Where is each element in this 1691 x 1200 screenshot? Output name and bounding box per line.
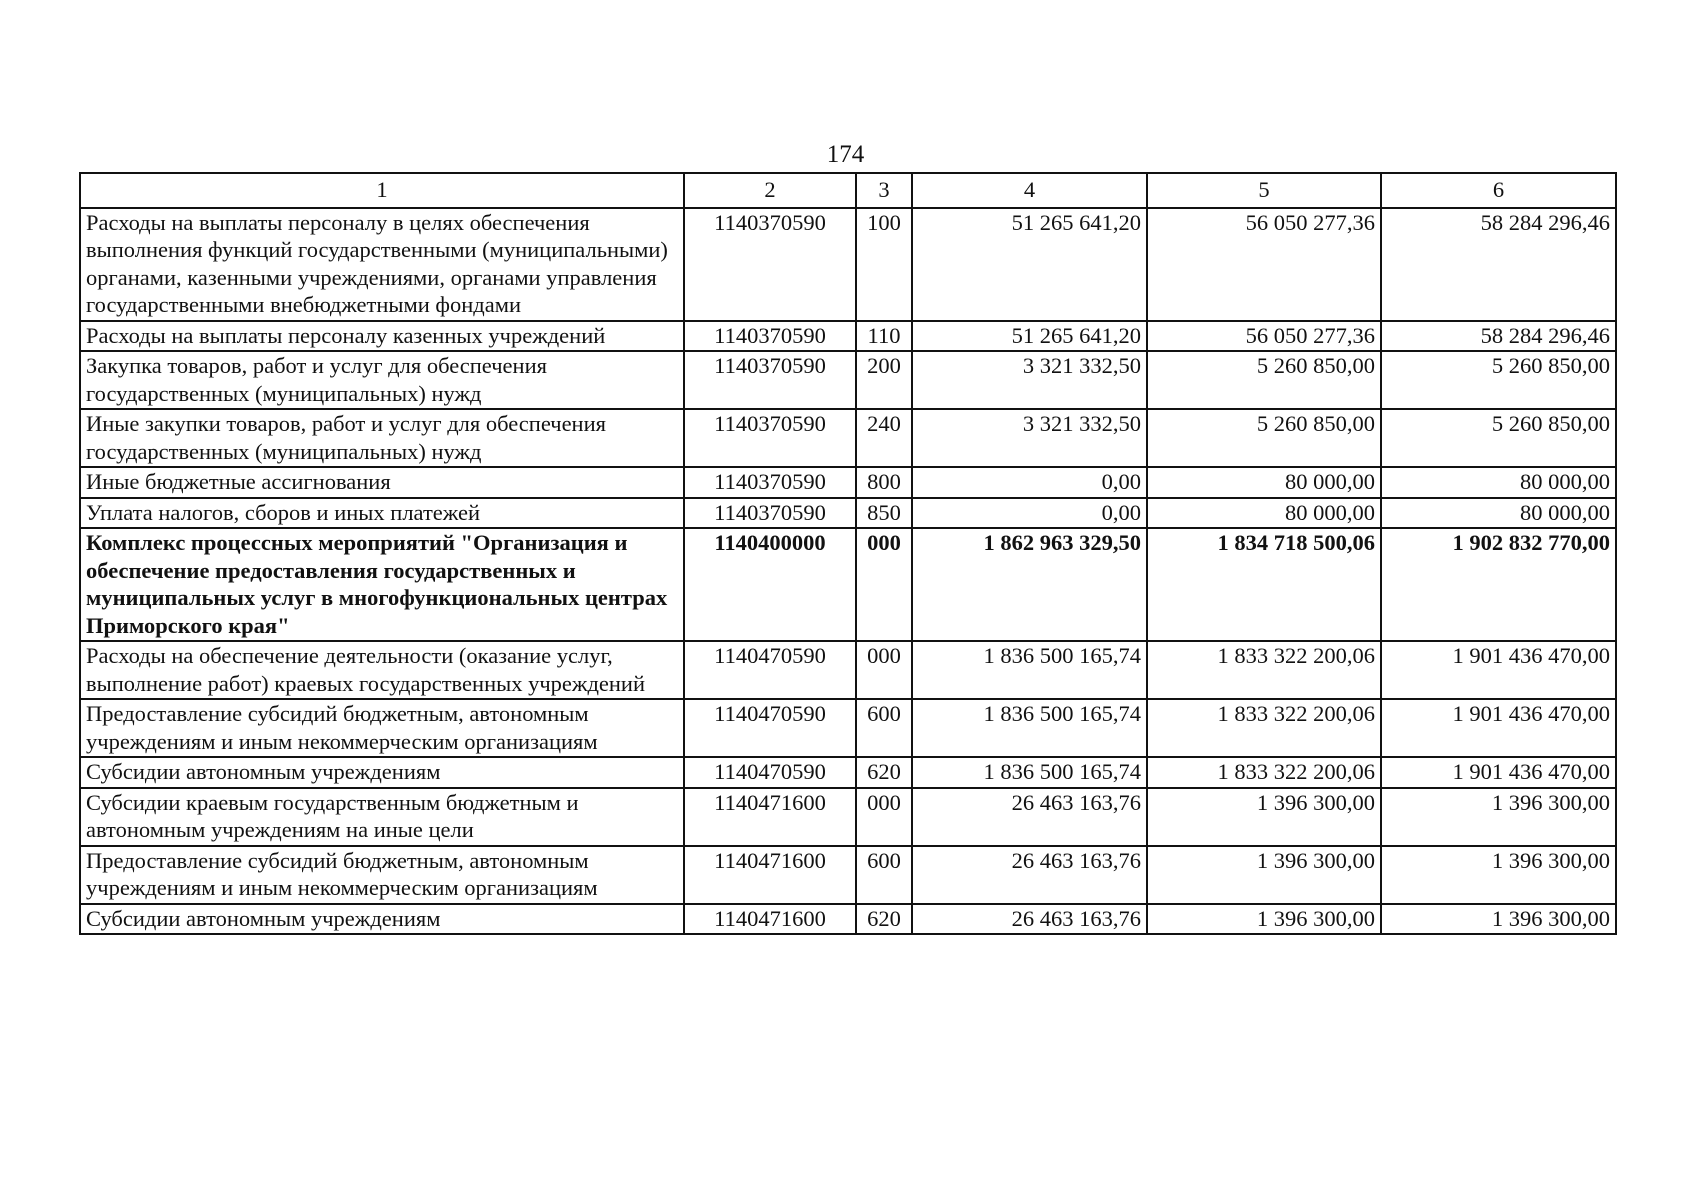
table-header-row (80, 173, 1616, 208)
row-value-col6-cell: 58 284 296,46 (1381, 321, 1616, 352)
row-name-cell: Расходы на выплаты персоналу казенных учреждений (80, 321, 684, 352)
row-vr-cell: 110 (856, 321, 912, 352)
row-value-col5-cell: 56 050 277,36 (1147, 321, 1381, 352)
table-row (80, 757, 1616, 788)
table-row (80, 208, 1616, 321)
budget-table (79, 172, 1617, 935)
table-row (80, 846, 1616, 904)
row-value-col5-cell: 5 260 850,00 (1147, 409, 1381, 467)
row-name-cell: Расходы на выплаты персоналу в целях обеспечения выполнения функций государственными (муниципальными) органами, казенными учреждениями, органами управления государственными внебюджетными фондами (80, 208, 684, 321)
row-vr-cell: 600 (856, 699, 912, 757)
row-value-col5-cell: 1 396 300,00 (1147, 846, 1381, 904)
row-value-col5-cell: 1 833 322 200,06 (1147, 641, 1381, 699)
row-value-col5-cell: 1 833 322 200,06 (1147, 699, 1381, 757)
row-value-col4-cell: 0,00 (912, 467, 1147, 498)
row-code-cell: 1140470590 (684, 757, 856, 788)
row-code-cell: 1140471600 (684, 846, 856, 904)
row-value-col5-cell: 1 834 718 500,06 (1147, 528, 1381, 641)
row-value-col6-cell: 80 000,00 (1381, 467, 1616, 498)
row-code-cell: 1140470590 (684, 699, 856, 757)
row-name-cell: Субсидии автономным учреждениям (80, 757, 684, 788)
row-name-cell: Уплата налогов, сборов и иных платежей (80, 498, 684, 529)
table-row (80, 699, 1616, 757)
row-vr-cell: 620 (856, 757, 912, 788)
row-vr-cell: 620 (856, 904, 912, 935)
row-name-cell: Субсидии автономным учреждениям (80, 904, 684, 935)
row-name-cell: Предоставление субсидий бюджетным, автономным учреждениям и иным некоммерческим организациям (80, 699, 684, 757)
row-value-col6-cell: 80 000,00 (1381, 498, 1616, 529)
row-vr-cell: 000 (856, 528, 912, 641)
table-row (80, 409, 1616, 467)
row-value-col6-cell: 1 396 300,00 (1381, 904, 1616, 935)
row-value-col5-cell: 1 396 300,00 (1147, 904, 1381, 935)
row-name-cell: Иные закупки товаров, работ и услуг для обеспечения государственных (муниципальных) нужд (80, 409, 684, 467)
row-code-cell: 1140471600 (684, 904, 856, 935)
table-row (80, 351, 1616, 409)
row-vr-cell: 600 (856, 846, 912, 904)
table-row (80, 321, 1616, 352)
row-vr-cell: 850 (856, 498, 912, 529)
row-value-col4-cell: 1 836 500 165,74 (912, 641, 1147, 699)
row-code-cell: 1140400000 (684, 528, 856, 641)
row-value-col6-cell: 1 901 436 470,00 (1381, 641, 1616, 699)
row-value-col4-cell: 1 836 500 165,74 (912, 757, 1147, 788)
row-name-cell: Закупка товаров, работ и услуг для обеспечения государственных (муниципальных) нужд (80, 351, 684, 409)
row-value-col5-cell: 1 833 322 200,06 (1147, 757, 1381, 788)
row-code-cell: 1140370590 (684, 498, 856, 529)
row-code-cell: 1140370590 (684, 409, 856, 467)
row-value-col4-cell: 0,00 (912, 498, 1147, 529)
column-header: 6 (1381, 173, 1616, 208)
table-row (80, 788, 1616, 846)
table-row (80, 467, 1616, 498)
row-vr-cell: 000 (856, 641, 912, 699)
row-value-col6-cell: 1 901 436 470,00 (1381, 757, 1616, 788)
row-value-col4-cell: 1 836 500 165,74 (912, 699, 1147, 757)
row-value-col5-cell: 80 000,00 (1147, 498, 1381, 529)
row-value-col4-cell: 3 321 332,50 (912, 351, 1147, 409)
row-code-cell: 1140370590 (684, 467, 856, 498)
row-vr-cell: 240 (856, 409, 912, 467)
row-value-col5-cell: 1 396 300,00 (1147, 788, 1381, 846)
column-header: 5 (1147, 173, 1381, 208)
row-value-col4-cell: 3 321 332,50 (912, 409, 1147, 467)
row-value-col4-cell: 26 463 163,76 (912, 846, 1147, 904)
row-value-col6-cell: 5 260 850,00 (1381, 409, 1616, 467)
row-code-cell: 1140370590 (684, 351, 856, 409)
row-vr-cell: 800 (856, 467, 912, 498)
row-name-cell: Предоставление субсидий бюджетным, автономным учреждениям и иным некоммерческим организациям (80, 846, 684, 904)
row-code-cell: 1140471600 (684, 788, 856, 846)
row-code-cell: 1140370590 (684, 208, 856, 321)
table-row (80, 641, 1616, 699)
column-header: 4 (912, 173, 1147, 208)
row-value-col6-cell: 1 901 436 470,00 (1381, 699, 1616, 757)
row-value-col6-cell: 1 396 300,00 (1381, 788, 1616, 846)
row-value-col4-cell: 1 862 963 329,50 (912, 528, 1147, 641)
row-value-col4-cell: 51 265 641,20 (912, 208, 1147, 321)
row-value-col6-cell: 1 396 300,00 (1381, 846, 1616, 904)
row-code-cell: 1140470590 (684, 641, 856, 699)
row-code-cell: 1140370590 (684, 321, 856, 352)
row-name-cell: Комплекс процессных мероприятий "Организация и обеспечение предоставления государственных и муниципальных услуг в многофункциональных центрах Приморского края" (80, 528, 684, 641)
row-vr-cell: 000 (856, 788, 912, 846)
page-number: 174 (826, 141, 865, 168)
column-header: 1 (80, 173, 684, 208)
row-value-col6-cell: 58 284 296,46 (1381, 208, 1616, 321)
row-name-cell: Иные бюджетные ассигнования (80, 467, 684, 498)
row-vr-cell: 200 (856, 351, 912, 409)
column-header: 3 (856, 173, 912, 208)
row-name-cell: Расходы на обеспечение деятельности (оказание услуг, выполнение работ) краевых государственных учреждений (80, 641, 684, 699)
table-row (80, 498, 1616, 529)
row-value-col4-cell: 26 463 163,76 (912, 904, 1147, 935)
row-value-col5-cell: 5 260 850,00 (1147, 351, 1381, 409)
table-row (80, 904, 1616, 935)
row-value-col6-cell: 1 902 832 770,00 (1381, 528, 1616, 641)
row-value-col4-cell: 26 463 163,76 (912, 788, 1147, 846)
table-body (80, 173, 1616, 934)
row-value-col5-cell: 56 050 277,36 (1147, 208, 1381, 321)
column-header: 2 (684, 173, 856, 208)
table-row (80, 528, 1616, 641)
row-value-col4-cell: 51 265 641,20 (912, 321, 1147, 352)
row-name-cell: Субсидии краевым государственным бюджетным и автономным учреждениям на иные цели (80, 788, 684, 846)
row-value-col6-cell: 5 260 850,00 (1381, 351, 1616, 409)
row-value-col5-cell: 80 000,00 (1147, 467, 1381, 498)
row-vr-cell: 100 (856, 208, 912, 321)
